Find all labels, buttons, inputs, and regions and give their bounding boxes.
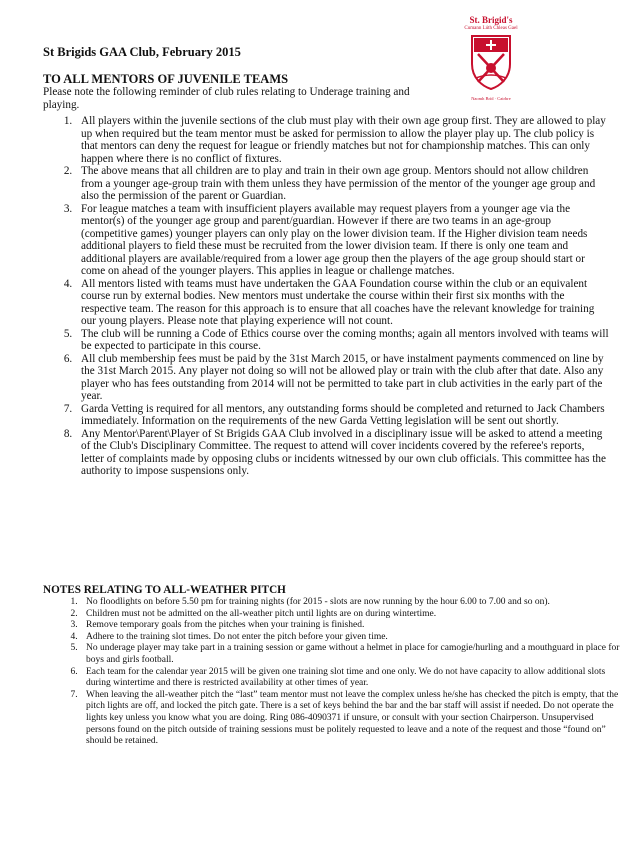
rule-item: 1. All players within the juvenile sections of the club must play with their own age group first. They are allowed to play up when required but the team mentor must be asked for permission to allow the player play up. The club policy is that mentors can deny the request for league or friendly matches but not for championship matches. This can only happen where there is no conflict of fixtures. [75, 115, 610, 165]
rule-item: 6. All club membership fees must be paid by the 31st March 2015, or have instalment payments commenced on line by the 31st March 2015. Any player not doing so will not be allowed play or train with the club after that date. Also any player who has fees outstanding from 2014 will not be permitted to take part in club activities in the early part of the year. [75, 353, 610, 403]
pitch-note-item: 4. Adhere to the training slot times. Do not enter the pitch before your given time. [80, 632, 620, 644]
rule-item: 2. The above means that all children are to play and train in their own age group. Mentors should not allow children from a younger age-group train with them unless they have permission of the mentor of the younger age group and also the permission of the parent or Guardian. [75, 165, 610, 203]
pitch-note-item: 2. Children must not be admitted on the all-weather pitch until lights are on during wintertime. [80, 609, 620, 621]
pitch-note-item: 6. Each team for the calendar year 2015 will be given one training slot time and one only. We do not have capacity to allow additional slots during wintertime and there is restricted availability at other times of year. [80, 667, 620, 690]
intro-paragraph: Please note the following reminder of club rules relating to Underage training and playing. [43, 86, 410, 111]
pitch-note-item: 1. No floodlights on before 5.50 pm for training nights (for 2015 - slots are now running by the hour 6.00 to 7.00 and so on). [80, 597, 620, 609]
rule-item: 3. For league matches a team with insufficient players available may request players from a younger age via the mentor(s) of the younger age group and parent/guardian. However if there are two teams in an age-group (competitive games) younger players can only play on the lower division team. If the Higher division team needs additional players to field these must be recruited from the lower division team. If there is only one team and additional players are available/required from a lower age group then the players of the age group should start or come on ahead of the younger players. This applies in league or challenge matches. [75, 203, 610, 278]
mentors-heading: TO ALL MENTORS OF JUVENILE TEAMS [43, 72, 289, 86]
club-crest [450, 12, 532, 112]
crest-motto: Naomh Bríd · Cairbre [471, 96, 511, 101]
rule-item: 5. The club will be running a Code of Ethics course over the coming months; again all mentors involved with teams will be expected to participate in this course. [75, 328, 610, 353]
pitch-note-item: 5. No underage player may take part in a training session or game without a helmet in place for camogie/hurling and a mouthguard in place for boys and girls football. [80, 643, 620, 666]
rule-item: 4. All mentors listed with teams must have undertaken the GAA Foundation course within the club or an equivalent course run by external bodies. New mentors must undertake the course within their first six months with the respective team. The reason for this approach is to ensure that all coaches have the relevant knowledge for training our young players. Please note that playing experience will not count. [75, 278, 610, 328]
pitch-notes-list [43, 597, 620, 748]
crest-subtitle: Cumann Lúth Chleas Gael [464, 26, 518, 31]
club-rules-list [43, 115, 610, 478]
rule-item: 7. Garda Vetting is required for all mentors, any outstanding forms should be completed and returned to Jack Chambers immediately. Information on the requirements of the new Garda Vetting legislation will be sent out shortly. [75, 403, 610, 428]
pitch-notes-heading: NOTES RELATING TO ALL-WEATHER PITCH [43, 584, 286, 596]
pitch-note-item: 3. Remove temporary goals from the pitches when your training is finished. [80, 620, 620, 632]
crest-club-name: St. Brigid's [469, 15, 513, 25]
document-title: St Brigids GAA Club, February 2015 [43, 45, 241, 59]
pitch-note-item: 7. When leaving the all-weather pitch the “last” team mentor must not leave the complex unless he/she has checked the pitch is empty, that the pitch lights are off, and locked the pitch gate. There is a set of keys behind the bar and the bar staff will assist if needed. Do not operate the lights key unless you know what you are doing. Ring 086-4090371 if unsure, or consult with your section Chairperson. Unsupervised persons found on the pitch outside of training sessions must be politely requested to leave and a note of the request and those “found on” should be retained. [80, 690, 620, 748]
crest-shield-icon [470, 34, 512, 90]
rule-item: 8. Any Mentor\Parent\Player of St Brigids GAA Club involved in a disciplinary issue will be asked to attend a meeting of the Club's Disciplinary Committee. The request to attend will cover incidents covered by the referee's reports, letter of complaints made by opposing clubs or incidents witnessed by our own club officials. This committee has the authority to impose suspensions only. [75, 428, 610, 478]
